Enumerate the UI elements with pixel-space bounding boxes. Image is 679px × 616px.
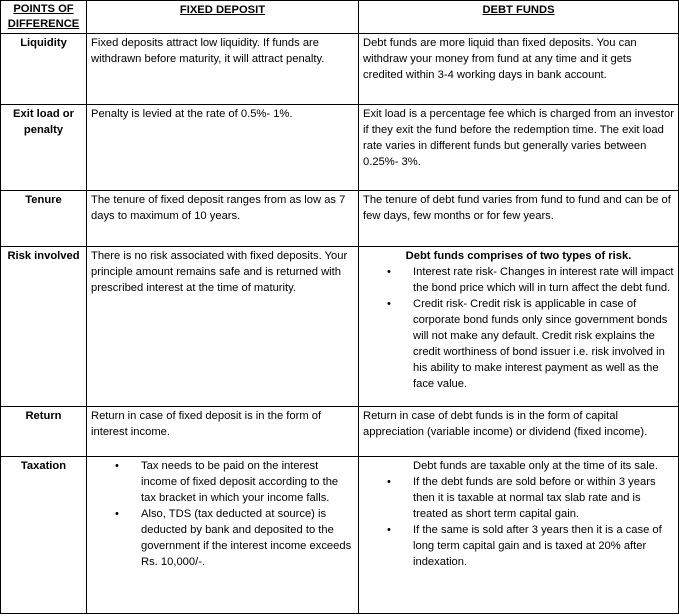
debt-liquidity-cell: Debt funds are more liquid than fixed deposits. You can withdraw your money from fund at any time and it gets credited within 3-4 working days in bank account. xyxy=(359,34,679,105)
fd-liquidity-cell: Fixed deposits attract low liquidity. If funds are withdrawn before maturity, it will attract penalty. xyxy=(87,34,359,105)
debt-taxation-cell xyxy=(359,457,679,614)
list-item: • Interest rate risk- Changes in interest rate will impact the bond price which will in turn affect the debt fund. xyxy=(413,264,674,296)
debt-tenure-cell: The tenure of debt fund varies from fund to fund and can be of few days, few months or for few years. xyxy=(359,191,679,247)
fd-tenure-cell: The tenure of fixed deposit ranges from as low as 7 days to maximum of 10 years. xyxy=(87,191,359,247)
row-label-taxation: Taxation xyxy=(1,457,87,614)
table-row-tenure xyxy=(1,191,679,247)
debt-risk-heading: Debt funds comprises of two types of risk. xyxy=(405,250,632,262)
row-label-risk: Risk involved xyxy=(1,247,87,407)
table-row-risk xyxy=(1,247,679,407)
table-row-return xyxy=(1,407,679,457)
fd-exit-load-cell: Penalty is levied at the rate of 0.5%- 1%. xyxy=(87,105,359,191)
list-item: • Also, TDS (tax deducted at source) is deducted by bank and deposited to the government if the interest income exceeds Rs. 10,000/-. xyxy=(141,506,354,570)
debt-return-cell: Return in case of debt funds is in the form of capital appreciation (variable income) or dividend (fixed income). xyxy=(359,407,679,457)
debt-taxation-list xyxy=(363,474,674,570)
header-row xyxy=(1,1,679,34)
debt-risk-cell xyxy=(359,247,679,407)
debt-funds-header: DEBT FUNDS xyxy=(359,1,679,34)
list-item: • If the debt funds are sold before or within 3 years then it is taxable at normal tax slab rate and is treated as short term capital gain. xyxy=(413,474,674,522)
debt-taxation-lead: Debt funds are taxable only at the time of its sale. xyxy=(413,460,659,472)
debt-exit-load-cell: Exit load is a percentage fee which is charged from an investor if they exit the fund before the redemption time. The exit load rate varies in different funds but generally varies between 0.25%- 3%. xyxy=(359,105,679,191)
fixed-deposit-header: FIXED DEPOSIT xyxy=(87,1,359,34)
points-of-difference-header: POINTS OF DIFFERENCE xyxy=(1,1,87,34)
table-row-exit-load xyxy=(1,105,679,191)
row-label-exit-load: Exit load or penalty xyxy=(1,105,87,191)
list-item: • If the same is sold after 3 years then it is a case of long term capital gain and is taxed at 20% after indexation. xyxy=(413,522,674,570)
row-label-return: Return xyxy=(1,407,87,457)
table-row-taxation xyxy=(1,457,679,614)
fd-taxation-cell xyxy=(87,457,359,614)
list-item: • Tax needs to be paid on the interest income of fixed deposit according to the tax bracket in which your income falls. xyxy=(141,458,354,506)
row-label-liquidity: Liquidity xyxy=(1,34,87,105)
fd-taxation-list xyxy=(91,458,354,570)
fd-return-cell: Return in case of fixed deposit is in the form of interest income. xyxy=(87,407,359,457)
row-label-tenure: Tenure xyxy=(1,191,87,247)
list-item: • Credit risk- Credit risk is applicable in case of corporate bond funds only since government bonds will not make any default. Credit risk explains the credit worthiness of bond issuer i.e. risk involved in his ability to make interest payment as well as the face value. xyxy=(413,296,674,392)
fd-risk-cell: There is no risk associated with fixed deposits. Your principle amount remains safe and is returned with prescribed interest at the time of maturity. xyxy=(87,247,359,407)
table-row-liquidity xyxy=(1,34,679,105)
debt-risk-list xyxy=(363,264,674,392)
